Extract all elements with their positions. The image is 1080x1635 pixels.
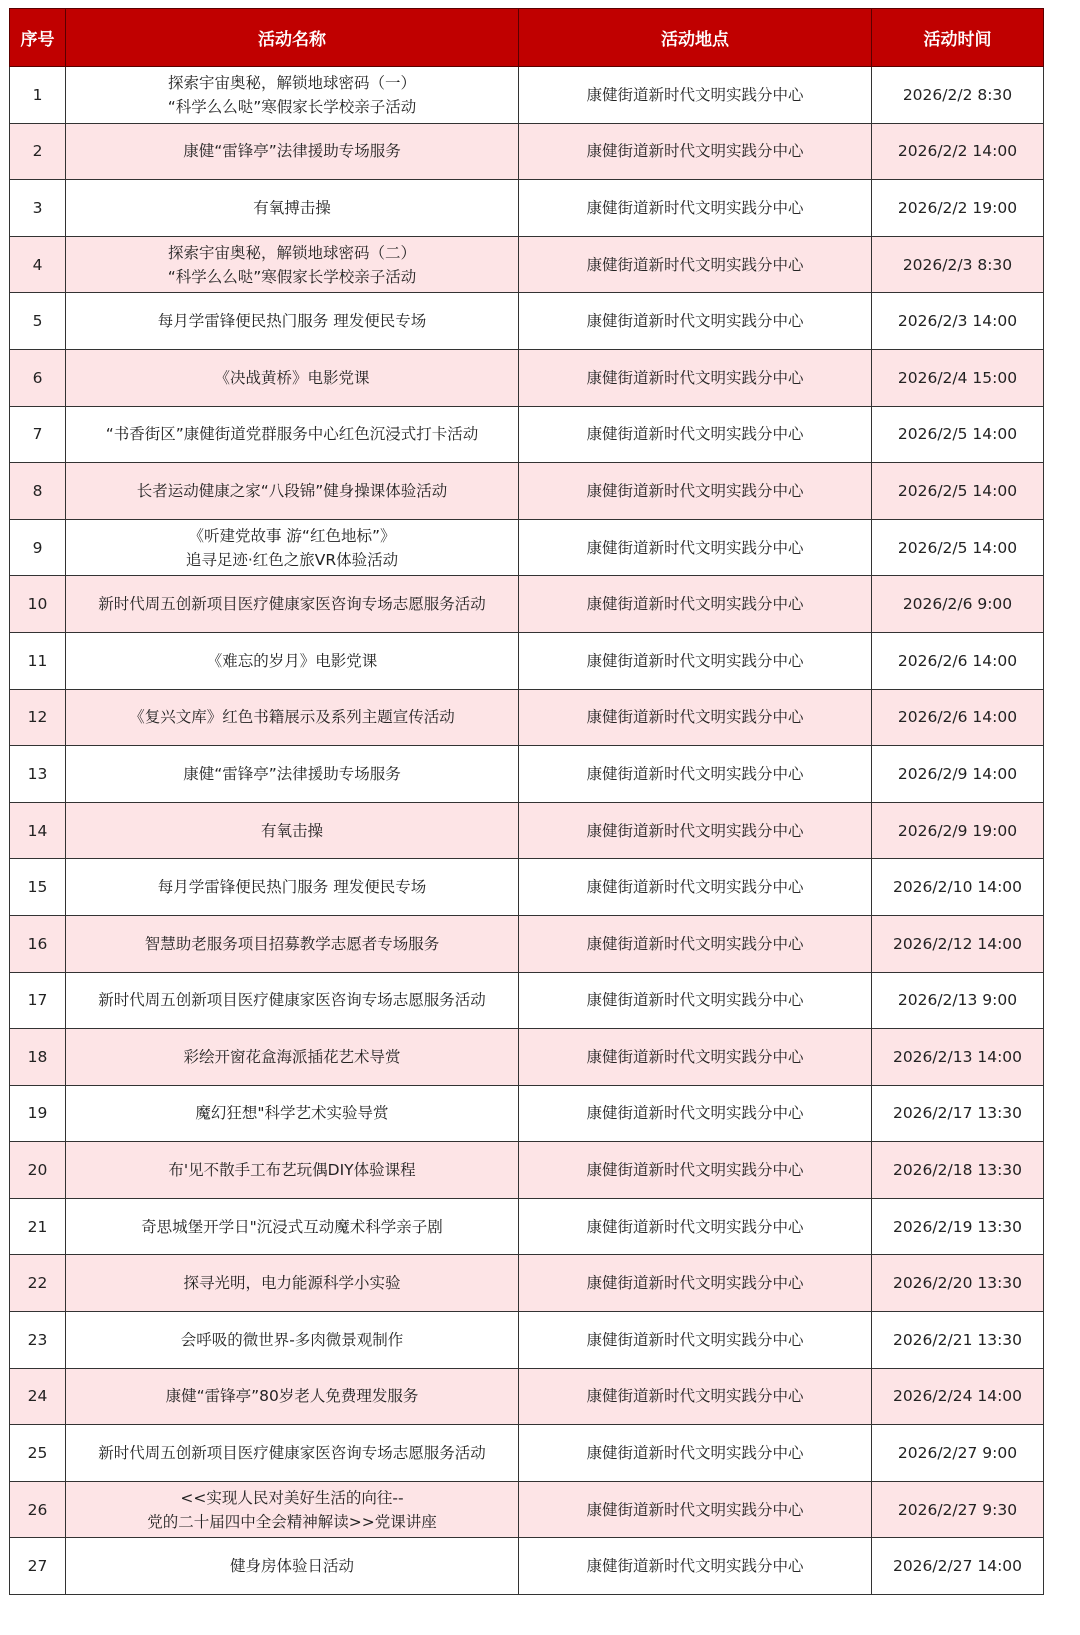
row-number: 23 <box>10 1312 66 1369</box>
activity-name-line: 《难忘的岁月》电影党课 <box>206 651 378 670</box>
activity-location: 康健街道新时代文明实践分中心 <box>519 972 872 1029</box>
activity-location: 康健街道新时代文明实践分中心 <box>519 1368 872 1425</box>
table-row <box>10 123 1044 180</box>
row-number: 21 <box>10 1198 66 1255</box>
activity-name-line: 《决战黄桥》电影党课 <box>214 368 370 387</box>
row-number: 22 <box>10 1255 66 1312</box>
activity-name-line: 有氧击操 <box>260 821 323 840</box>
activity-time: 2026/2/2 8:30 <box>872 67 1044 124</box>
header-activity-time: 活动时间 <box>872 9 1044 67</box>
activity-name-line: 会呼吸的微世界-多肉微景观制作 <box>180 1330 404 1349</box>
activity-location: 康健街道新时代文明实践分中心 <box>519 180 872 237</box>
activity-name <box>66 1368 519 1425</box>
table-row <box>10 1142 1044 1199</box>
row-number: 12 <box>10 689 66 746</box>
activity-name-line: “科学么么哒”寒假家长学校亲子活动 <box>167 267 417 286</box>
activity-name <box>66 1255 519 1312</box>
activity-time: 2026/2/2 14:00 <box>872 123 1044 180</box>
activity-time: 2026/2/10 14:00 <box>872 859 1044 916</box>
activity-name-line: 探索宇宙奥秘，解锁地球密码（二） <box>167 243 416 262</box>
activity-location: 康健街道新时代文明实践分中心 <box>519 1085 872 1142</box>
row-number: 27 <box>10 1538 66 1595</box>
activity-time: 2026/2/13 14:00 <box>872 1029 1044 1086</box>
row-number: 17 <box>10 972 66 1029</box>
activity-name-line: <<实现人民对美好生活的向往-- <box>180 1488 404 1507</box>
table-row <box>10 1368 1044 1425</box>
activity-name <box>66 802 519 859</box>
activity-name <box>66 349 519 406</box>
row-number: 10 <box>10 576 66 633</box>
table-row <box>10 1312 1044 1369</box>
activity-name <box>66 406 519 463</box>
activity-name <box>66 1085 519 1142</box>
activity-time: 2026/2/18 13:30 <box>872 1142 1044 1199</box>
table-header-row <box>10 9 1044 67</box>
activity-time: 2026/2/6 14:00 <box>872 632 1044 689</box>
table-row <box>10 406 1044 463</box>
activity-time: 2026/2/12 14:00 <box>872 915 1044 972</box>
activity-location: 康健街道新时代文明实践分中心 <box>519 293 872 350</box>
activity-time: 2026/2/27 14:00 <box>872 1538 1044 1595</box>
activity-name-line: 健身房体验日活动 <box>229 1557 354 1576</box>
activity-time: 2026/2/4 15:00 <box>872 349 1044 406</box>
activity-time: 2026/2/19 13:30 <box>872 1198 1044 1255</box>
row-number: 5 <box>10 293 66 350</box>
activity-location: 康健街道新时代文明实践分中心 <box>519 67 872 124</box>
activity-location: 康健街道新时代文明实践分中心 <box>519 1538 872 1595</box>
activity-name-line: 追寻足迹·红色之旅VR体验活动 <box>185 550 399 569</box>
activity-name-line: 新时代周五创新项目医疗健康家医咨询专场志愿服务活动 <box>98 595 486 614</box>
activity-time: 2026/2/17 13:30 <box>872 1085 1044 1142</box>
activity-name-line: 智慧助老服务项目招募教学志愿者专场服务 <box>144 934 440 953</box>
activity-location: 康健街道新时代文明实践分中心 <box>519 746 872 803</box>
activity-location: 康健街道新时代文明实践分中心 <box>519 632 872 689</box>
activity-name-line: 每月学雷锋便民热门服务 理发便民专场 <box>157 312 427 331</box>
table-row <box>10 1255 1044 1312</box>
row-number: 13 <box>10 746 66 803</box>
row-number: 15 <box>10 859 66 916</box>
table-row <box>10 349 1044 406</box>
activity-name <box>66 632 519 689</box>
activity-name-line: 探寻光明，电力能源科学小实验 <box>183 1274 401 1293</box>
activity-name <box>66 1538 519 1595</box>
table-row <box>10 180 1044 237</box>
activity-name <box>66 463 519 520</box>
activity-time: 2026/2/5 14:00 <box>872 519 1044 576</box>
activity-name <box>66 972 519 1029</box>
table-row <box>10 859 1044 916</box>
activity-name <box>66 293 519 350</box>
row-number: 19 <box>10 1085 66 1142</box>
activity-location: 康健街道新时代文明实践分中心 <box>519 915 872 972</box>
header-activity-location: 活动地点 <box>519 9 872 67</box>
activity-time: 2026/2/27 9:30 <box>872 1481 1044 1538</box>
activity-name-line: 彩绘开窗花盒海派插花艺术导赏 <box>183 1047 401 1066</box>
row-number: 3 <box>10 180 66 237</box>
table-row <box>10 236 1044 293</box>
activity-location: 康健街道新时代文明实践分中心 <box>519 123 872 180</box>
table-row <box>10 463 1044 520</box>
row-number: 25 <box>10 1425 66 1482</box>
activity-name <box>66 859 519 916</box>
activity-location: 康健街道新时代文明实践分中心 <box>519 1425 872 1482</box>
activity-name <box>66 67 519 124</box>
activity-name-line: “科学么么哒”寒假家长学校亲子活动 <box>167 97 417 116</box>
table-body <box>10 67 1044 1595</box>
activity-location: 康健街道新时代文明实践分中心 <box>519 519 872 576</box>
activity-time: 2026/2/20 13:30 <box>872 1255 1044 1312</box>
row-number: 7 <box>10 406 66 463</box>
activity-schedule <box>9 8 1043 1595</box>
activity-time: 2026/2/27 9:00 <box>872 1425 1044 1482</box>
activity-name <box>66 1198 519 1255</box>
activity-location: 康健街道新时代文明实践分中心 <box>519 1029 872 1086</box>
activity-name-line: 《听建党故事 游“红色地标”》 <box>188 526 396 545</box>
activity-time: 2026/2/5 14:00 <box>872 463 1044 520</box>
activity-time: 2026/2/9 19:00 <box>872 802 1044 859</box>
activity-location: 康健街道新时代文明实践分中心 <box>519 406 872 463</box>
row-number: 18 <box>10 1029 66 1086</box>
activity-name-line: 《复兴文库》红色书籍展示及系列主题宣传活动 <box>129 708 455 727</box>
table-row <box>10 1481 1044 1538</box>
table-row <box>10 689 1044 746</box>
activity-name <box>66 1481 519 1538</box>
activity-time: 2026/2/24 14:00 <box>872 1368 1044 1425</box>
table-row <box>10 1085 1044 1142</box>
activity-time: 2026/2/5 14:00 <box>872 406 1044 463</box>
table-row <box>10 1425 1044 1482</box>
activity-location: 康健街道新时代文明实践分中心 <box>519 689 872 746</box>
table-row <box>10 1538 1044 1595</box>
table-row <box>10 632 1044 689</box>
activity-name <box>66 1029 519 1086</box>
activity-name <box>66 123 519 180</box>
activity-name-line: 长者运动健康之家“八段锦”健身操课体验活动 <box>136 481 448 500</box>
table-row <box>10 576 1044 633</box>
activity-time: 2026/2/2 19:00 <box>872 180 1044 237</box>
table-row <box>10 802 1044 859</box>
activity-name <box>66 746 519 803</box>
activity-table <box>9 8 1044 1595</box>
activity-name-line: 魔幻狂想"科学艺术实验导赏 <box>195 1104 389 1123</box>
activity-name-line: 奇思城堡开学日"沉浸式互动魔术科学亲子剧 <box>141 1217 443 1236</box>
row-number: 26 <box>10 1481 66 1538</box>
activity-time: 2026/2/13 9:00 <box>872 972 1044 1029</box>
activity-name <box>66 180 519 237</box>
table-row <box>10 746 1044 803</box>
activity-location: 康健街道新时代文明实践分中心 <box>519 859 872 916</box>
activity-name <box>66 519 519 576</box>
row-number: 4 <box>10 236 66 293</box>
activity-time: 2026/2/3 14:00 <box>872 293 1044 350</box>
activity-location: 康健街道新时代文明实践分中心 <box>519 1142 872 1199</box>
activity-time: 2026/2/21 13:30 <box>872 1312 1044 1369</box>
activity-name <box>66 689 519 746</box>
table-row <box>10 972 1044 1029</box>
activity-name <box>66 1142 519 1199</box>
activity-name-line: “书香街区”康健街道党群服务中心红色沉浸式打卡活动 <box>105 425 479 444</box>
activity-name-line: 布'见不散手工布艺玩偶DIY体验课程 <box>168 1161 416 1180</box>
row-number: 2 <box>10 123 66 180</box>
table-row <box>10 1029 1044 1086</box>
activity-time: 2026/2/9 14:00 <box>872 746 1044 803</box>
activity-name <box>66 236 519 293</box>
activity-name-line: 康健“雷锋亭”法律援助专场服务 <box>183 764 401 783</box>
row-number: 14 <box>10 802 66 859</box>
row-number: 11 <box>10 632 66 689</box>
activity-name <box>66 1312 519 1369</box>
activity-name-line: 探索宇宙奥秘，解锁地球密码（一） <box>167 73 416 92</box>
activity-time: 2026/2/6 9:00 <box>872 576 1044 633</box>
activity-location: 康健街道新时代文明实践分中心 <box>519 1481 872 1538</box>
row-number: 16 <box>10 915 66 972</box>
header-activity-name: 活动名称 <box>66 9 519 67</box>
row-number: 20 <box>10 1142 66 1199</box>
activity-time: 2026/2/6 14:00 <box>872 689 1044 746</box>
row-number: 24 <box>10 1368 66 1425</box>
activity-location: 康健街道新时代文明实践分中心 <box>519 463 872 520</box>
activity-name-line: 党的二十届四中全会精神解读>>党课讲座 <box>147 1512 437 1531</box>
activity-name-line: 新时代周五创新项目医疗健康家医咨询专场志愿服务活动 <box>98 991 486 1010</box>
activity-location: 康健街道新时代文明实践分中心 <box>519 576 872 633</box>
activity-location: 康健街道新时代文明实践分中心 <box>519 1255 872 1312</box>
activity-time: 2026/2/3 8:30 <box>872 236 1044 293</box>
activity-name <box>66 576 519 633</box>
activity-name <box>66 1425 519 1482</box>
table-row <box>10 67 1044 124</box>
header-number: 序号 <box>10 9 66 67</box>
row-number: 8 <box>10 463 66 520</box>
table-row <box>10 293 1044 350</box>
activity-location: 康健街道新时代文明实践分中心 <box>519 236 872 293</box>
activity-name-line: 每月学雷锋便民热门服务 理发便民专场 <box>157 878 427 897</box>
activity-name-line: 有氧搏击操 <box>253 198 331 217</box>
activity-location: 康健街道新时代文明实践分中心 <box>519 1312 872 1369</box>
activity-name-line: 康健“雷锋亭”80岁老人免费理发服务 <box>165 1387 419 1406</box>
activity-name <box>66 915 519 972</box>
activity-location: 康健街道新时代文明实践分中心 <box>519 802 872 859</box>
activity-location: 康健街道新时代文明实践分中心 <box>519 349 872 406</box>
table-row <box>10 915 1044 972</box>
table-row <box>10 519 1044 576</box>
table-row <box>10 1198 1044 1255</box>
activity-location: 康健街道新时代文明实践分中心 <box>519 1198 872 1255</box>
activity-name-line: 康健“雷锋亭”法律援助专场服务 <box>183 142 401 161</box>
activity-name-line: 新时代周五创新项目医疗健康家医咨询专场志愿服务活动 <box>98 1444 486 1463</box>
row-number: 9 <box>10 519 66 576</box>
row-number: 1 <box>10 67 66 124</box>
row-number: 6 <box>10 349 66 406</box>
